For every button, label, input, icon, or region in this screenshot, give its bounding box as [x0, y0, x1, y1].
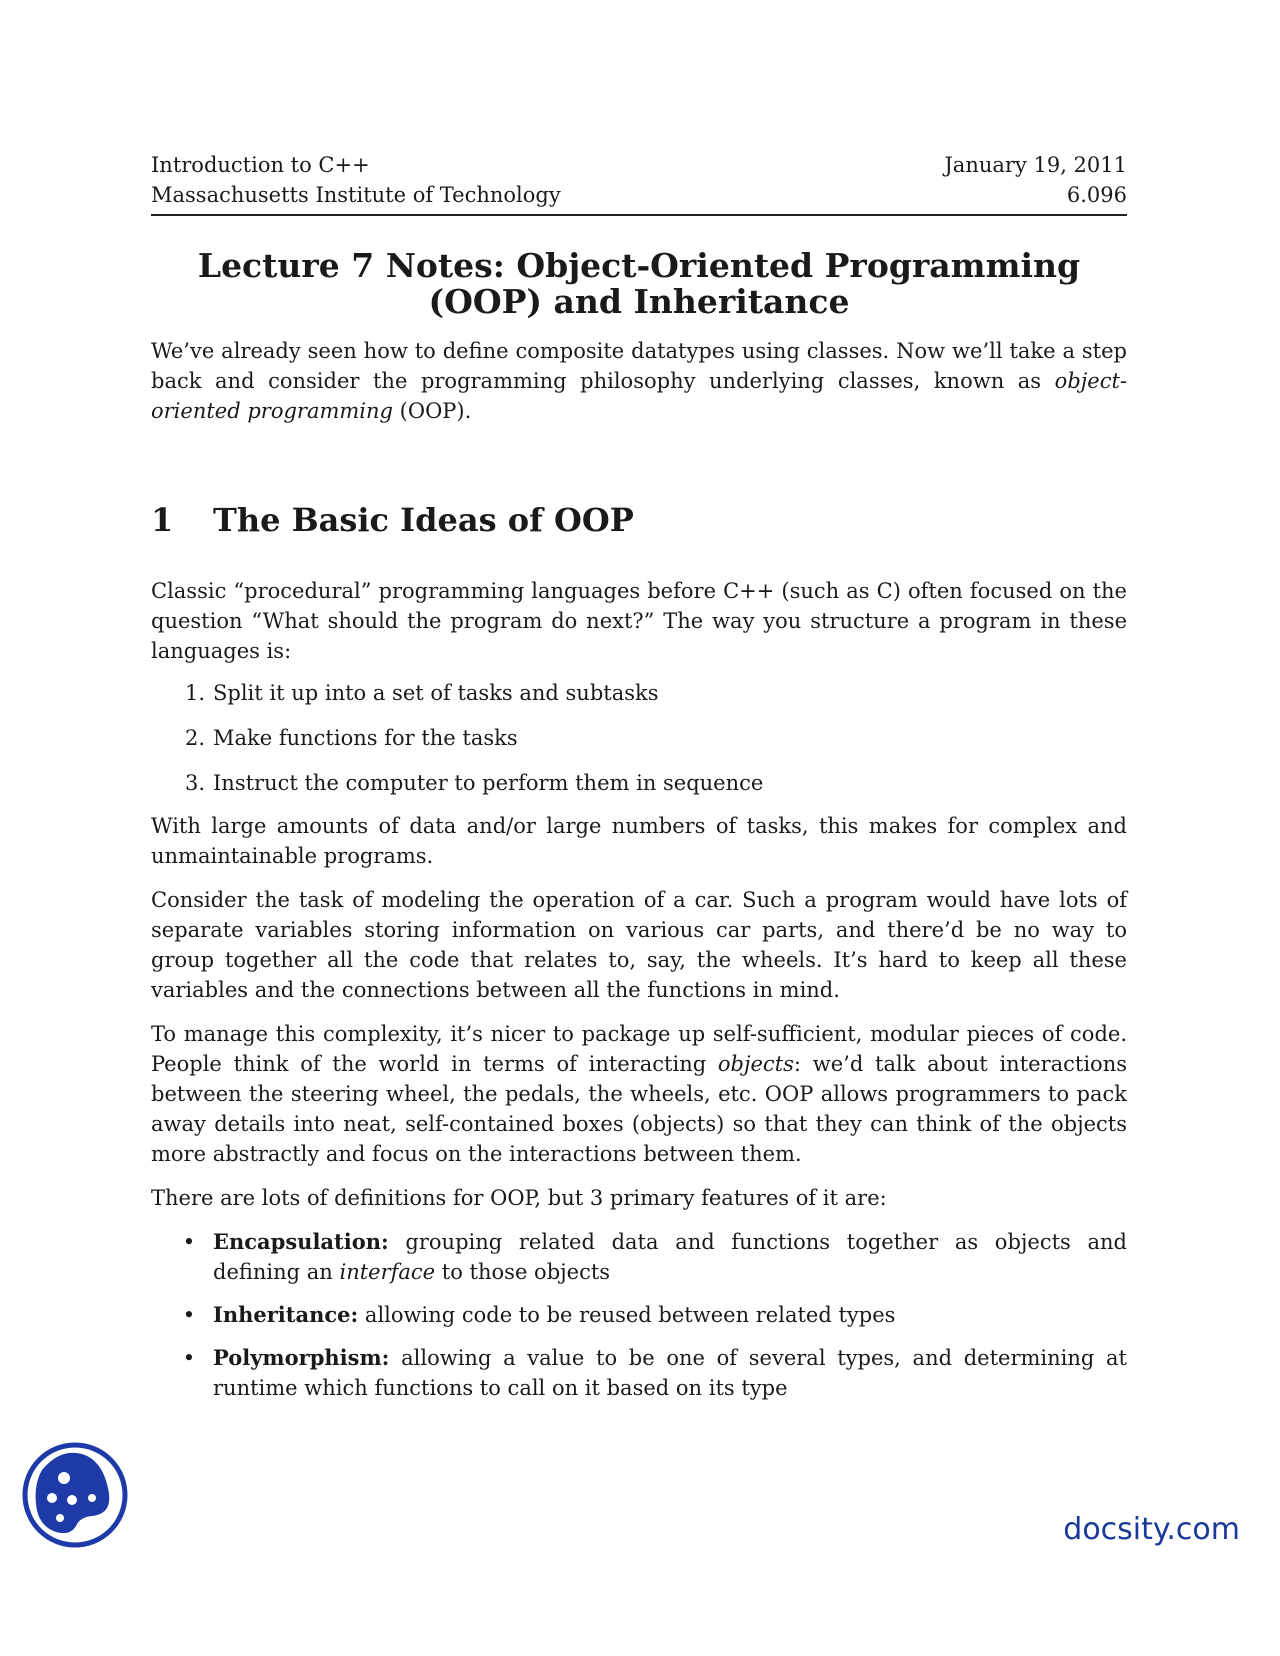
course-number: 6.096 — [1066, 183, 1127, 207]
feature-encapsulation — [213, 1227, 1127, 1287]
section-paragraph-2: With large amounts of data and/or large numbers of tasks, this makes for complex and unmaintainable programs. — [151, 814, 1127, 868]
header-left — [151, 150, 561, 210]
lecture-date: January 19, 2011 — [944, 153, 1127, 177]
feature-inheritance — [213, 1300, 1127, 1330]
institution-name: Massachusetts Institute of Technology — [151, 183, 561, 207]
feature-text: allowing code to be reused between related types — [358, 1303, 896, 1327]
steps-list — [151, 678, 1127, 798]
bullet-icon: • — [182, 1346, 196, 1370]
list-item-text: Make functions for the tasks — [213, 726, 518, 750]
feature-polymorphism — [213, 1343, 1127, 1403]
title-line-1: Lecture 7 Notes: Object-Oriented Programming — [197, 246, 1081, 285]
intro-italic-term: object-oriented programming — [151, 369, 1127, 423]
course-name: Introduction to C++ — [151, 153, 370, 177]
list-item-number: 1. — [184, 681, 205, 705]
list-item-text: Split it up into a set of tasks and subtasks — [213, 681, 659, 705]
para4-italic-term: objects — [717, 1052, 794, 1076]
document-page — [151, 150, 1127, 1416]
para4-text-start: To manage this complexity, it’s nicer to package up self-sufficient, modular pieces of code. People think of the world in terms of interacting — [151, 1022, 1127, 1076]
intro-text-start: We’ve already seen how to define composite datatypes using classes. Now we’ll take a step back and consider the programming philosophy underlying classes, known as — [151, 339, 1127, 393]
list-item-number: 3. — [184, 771, 205, 795]
list-item — [151, 768, 1127, 798]
list-item — [151, 723, 1127, 753]
list-item — [151, 1227, 1127, 1287]
docsity-logo-icon[interactable] — [20, 1440, 130, 1550]
header-right — [944, 150, 1127, 210]
section-title: The Basic Ideas of OOP — [213, 501, 634, 539]
section-paragraph-3: Consider the task of modeling the operation of a car. Such a program would have lots of separate variables storing information on various car parts, and there’d be no way to group together all the code that relates to, say, the wheels. It’s hard to keep all these variables and the connections between all the functions in mind. — [151, 888, 1127, 1002]
feature-term: Polymorphism: — [213, 1345, 390, 1370]
section-number: 1 — [151, 501, 174, 539]
features-list — [151, 1227, 1127, 1403]
intro-paragraph — [151, 336, 1127, 426]
logo-graphic — [20, 1440, 130, 1550]
para4-text-end: : we’d talk about interactions between the steering wheel, the pedals, the wheels, etc. OOP allows programmers to pack away details into neat, self-contained boxes (objects) so that they can think of the objects more abstractly and focus on the interactions between them. — [151, 1052, 1127, 1166]
feature-text: allowing a value to be one of several types, and determining at runtime which functions to call on it based on its type — [213, 1346, 1127, 1400]
feature-term: Encapsulation: — [213, 1229, 389, 1254]
page-header — [151, 150, 1127, 216]
feature-text: grouping related data and functions together as objects and defining an — [213, 1230, 1127, 1284]
feature-italic-term: interface — [339, 1260, 436, 1284]
list-item — [151, 1300, 1127, 1330]
feature-text: to those objects — [435, 1260, 611, 1284]
list-item-text: Instruct the computer to perform them in sequence — [213, 771, 764, 795]
section-paragraph-1: Classic “procedural” programming languages before C++ (such as C) often focused on the question “What should the program do next?” The way you structure a program in these languages is: — [151, 579, 1127, 663]
section-heading — [151, 502, 1127, 538]
intro-text-end: (OOP). — [392, 399, 472, 423]
document-title — [151, 248, 1127, 320]
section-paragraph-4 — [151, 1019, 1127, 1169]
bullet-icon: • — [182, 1303, 196, 1327]
feature-term: Inheritance: — [213, 1302, 359, 1327]
title-line-2: (OOP) and Inheritance — [428, 282, 850, 321]
section-paragraph-5: There are lots of definitions for OOP, but 3 primary features of it are: — [151, 1186, 887, 1210]
list-item — [151, 678, 1127, 708]
list-item — [151, 1343, 1127, 1403]
bullet-icon: • — [182, 1230, 196, 1254]
list-item-number: 2. — [184, 726, 205, 750]
docsity-watermark[interactable]: docsity.com — [1063, 1512, 1240, 1547]
